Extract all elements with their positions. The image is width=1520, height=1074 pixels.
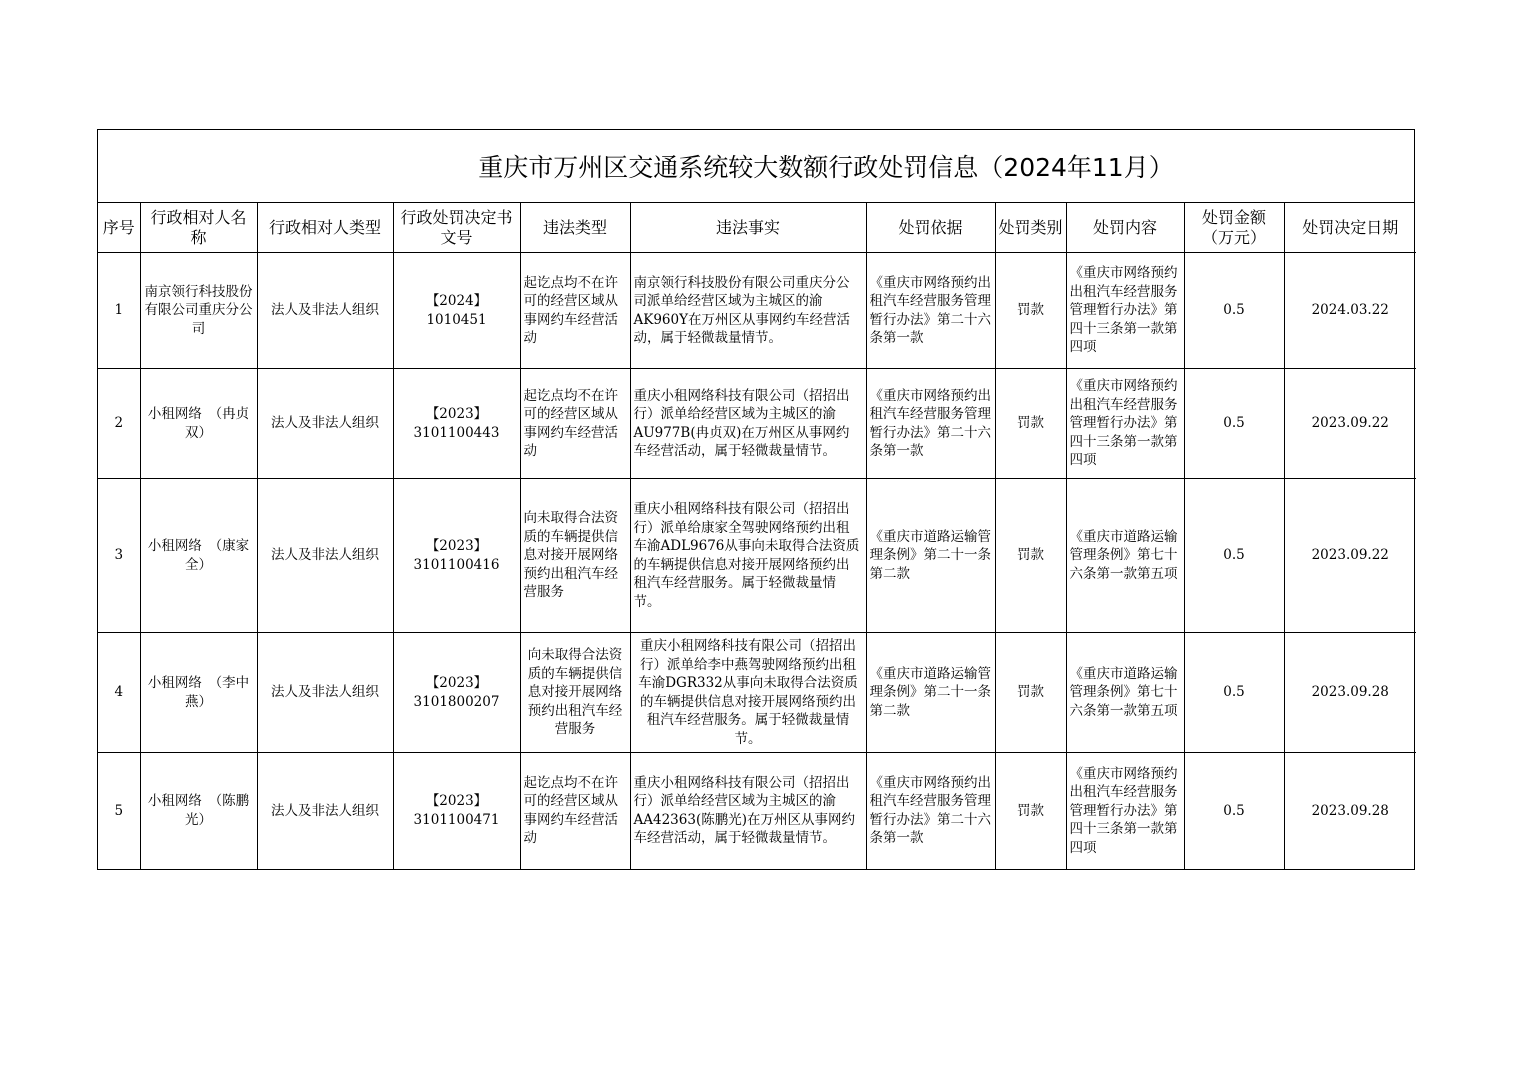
cell-doc: 【2023】3101100471 xyxy=(393,753,520,869)
cell-category: 罚款 xyxy=(995,633,1066,753)
cell-date: 2023.09.22 xyxy=(1284,479,1416,633)
table-header-row xyxy=(98,203,1416,253)
cell-amount: 0.5 xyxy=(1184,369,1284,479)
header-amount: 处罚金额（万元） xyxy=(1184,203,1284,253)
cell-type: 法人及非法人组织 xyxy=(257,369,393,479)
cell-name: 小租网络 （李中燕） xyxy=(140,633,257,753)
header-content: 处罚内容 xyxy=(1066,203,1184,253)
cell-content: 《重庆市网络预约出租汽车经营服务管理暂行办法》第四十三条第一款第四项 xyxy=(1066,253,1184,369)
header-date: 处罚决定日期 xyxy=(1284,203,1416,253)
cell-type: 法人及非法人组织 xyxy=(257,753,393,869)
cell-basis: 《重庆市网络预约出租汽车经营服务管理暂行办法》第二十六条第一款 xyxy=(866,369,995,479)
cell-amount: 0.5 xyxy=(1184,633,1284,753)
cell-doc: 【2023】3101100416 xyxy=(393,479,520,633)
header-name: 行政相对人名称 xyxy=(140,203,257,253)
cell-content: 《重庆市道路运输管理条例》第七十六条第一款第五项 xyxy=(1066,633,1184,753)
cell-seq: 1 xyxy=(98,253,140,369)
cell-content: 《重庆市道路运输管理条例》第七十六条第一款第五项 xyxy=(1066,479,1184,633)
cell-seq: 4 xyxy=(98,633,140,753)
cell-facts: 重庆小租网络科技有限公司（招招出行）派单给经营区域为主城区的渝AA42363(陈鹏光)在万州区从事网约车经营活动，属于轻微裁量情节。 xyxy=(630,753,866,869)
penalty-table xyxy=(98,203,1416,869)
cell-basis: 《重庆市道路运输管理条例》第二十一条第二款 xyxy=(866,633,995,753)
cell-basis: 《重庆市网络预约出租汽车经营服务管理暂行办法》第二十六条第一款 xyxy=(866,753,995,869)
cell-type: 法人及非法人组织 xyxy=(257,633,393,753)
header-doc: 行政处罚决定书文号 xyxy=(393,203,520,253)
cell-doc: 【2023】3101800207 xyxy=(393,633,520,753)
cell-name: 小租网络 （陈鹏光） xyxy=(140,753,257,869)
cell-violation-type: 起讫点均不在许可的经营区域从事网约车经营活动 xyxy=(520,253,630,369)
cell-category: 罚款 xyxy=(995,753,1066,869)
cell-violation-type: 向未取得合法资质的车辆提供信息对接开展网络预约出租汽车经营服务 xyxy=(520,633,630,753)
cell-date: 2024.03.22 xyxy=(1284,253,1416,369)
header-seq: 序号 xyxy=(98,203,140,253)
cell-doc: 【2023】3101100443 xyxy=(393,369,520,479)
cell-seq: 5 xyxy=(98,753,140,869)
cell-violation-type: 起讫点均不在许可的经营区域从事网约车经营活动 xyxy=(520,753,630,869)
cell-doc: 【2024】1010451 xyxy=(393,253,520,369)
cell-seq: 2 xyxy=(98,369,140,479)
cell-category: 罚款 xyxy=(995,253,1066,369)
cell-facts: 南京领行科技股份有限公司重庆分公司派单给经营区域为主城区的渝AK960Y在万州区从事网约车经营活动，属于轻微裁量情节。 xyxy=(630,253,866,369)
penalty-info-sheet xyxy=(97,129,1415,870)
cell-name: 南京领行科技股份有限公司重庆分公司 xyxy=(140,253,257,369)
cell-basis: 《重庆市道路运输管理条例》第二十一条第二款 xyxy=(866,479,995,633)
header-type: 行政相对人类型 xyxy=(257,203,393,253)
cell-content: 《重庆市网络预约出租汽车经营服务管理暂行办法》第四十三条第一款第四项 xyxy=(1066,753,1184,869)
cell-facts: 重庆小租网络科技有限公司（招招出行）派单给康家全驾驶网络预约出租车渝ADL9676从事向未取得合法资质的车辆提供信息对接开展网络预约出租汽车经营服务。属于轻微裁量情节。 xyxy=(630,479,866,633)
table-row xyxy=(98,369,1416,479)
table-row xyxy=(98,633,1416,753)
cell-date: 2023.09.22 xyxy=(1284,369,1416,479)
cell-category: 罚款 xyxy=(995,479,1066,633)
cell-date: 2023.09.28 xyxy=(1284,633,1416,753)
table-row xyxy=(98,253,1416,369)
header-basis: 处罚依据 xyxy=(866,203,995,253)
cell-date: 2023.09.28 xyxy=(1284,753,1416,869)
sheet-title: 重庆市万州区交通系统较大数额行政处罚信息（2024年11月） xyxy=(98,130,1414,203)
table-row xyxy=(98,479,1416,633)
cell-name: 小租网络 （冉贞双） xyxy=(140,369,257,479)
cell-content: 《重庆市网络预约出租汽车经营服务管理暂行办法》第四十三条第一款第四项 xyxy=(1066,369,1184,479)
cell-amount: 0.5 xyxy=(1184,753,1284,869)
cell-type: 法人及非法人组织 xyxy=(257,253,393,369)
cell-amount: 0.5 xyxy=(1184,479,1284,633)
cell-type: 法人及非法人组织 xyxy=(257,479,393,633)
header-violation-type: 违法类型 xyxy=(520,203,630,253)
cell-facts: 重庆小租网络科技有限公司（招招出行）派单给经营区域为主城区的渝AU977B(冉贞双)在万州区从事网约车经营活动，属于轻微裁量情节。 xyxy=(630,369,866,479)
cell-category: 罚款 xyxy=(995,369,1066,479)
header-facts: 违法事实 xyxy=(630,203,866,253)
cell-seq: 3 xyxy=(98,479,140,633)
cell-basis: 《重庆市网络预约出租汽车经营服务管理暂行办法》第二十六条第一款 xyxy=(866,253,995,369)
cell-amount: 0.5 xyxy=(1184,253,1284,369)
cell-violation-type: 起讫点均不在许可的经营区域从事网约车经营活动 xyxy=(520,369,630,479)
cell-name: 小租网络 （康家全） xyxy=(140,479,257,633)
cell-violation-type: 向未取得合法资质的车辆提供信息对接开展网络预约出租汽车经营服务 xyxy=(520,479,630,633)
cell-facts: 重庆小租网络科技有限公司（招招出行）派单给李中燕驾驶网络预约出租车渝DGR332从事向未取得合法资质的车辆提供信息对接开展网络预约出租汽车经营服务。属于轻微裁量情节。 xyxy=(630,633,866,753)
table-row xyxy=(98,753,1416,869)
header-category: 处罚类别 xyxy=(995,203,1066,253)
